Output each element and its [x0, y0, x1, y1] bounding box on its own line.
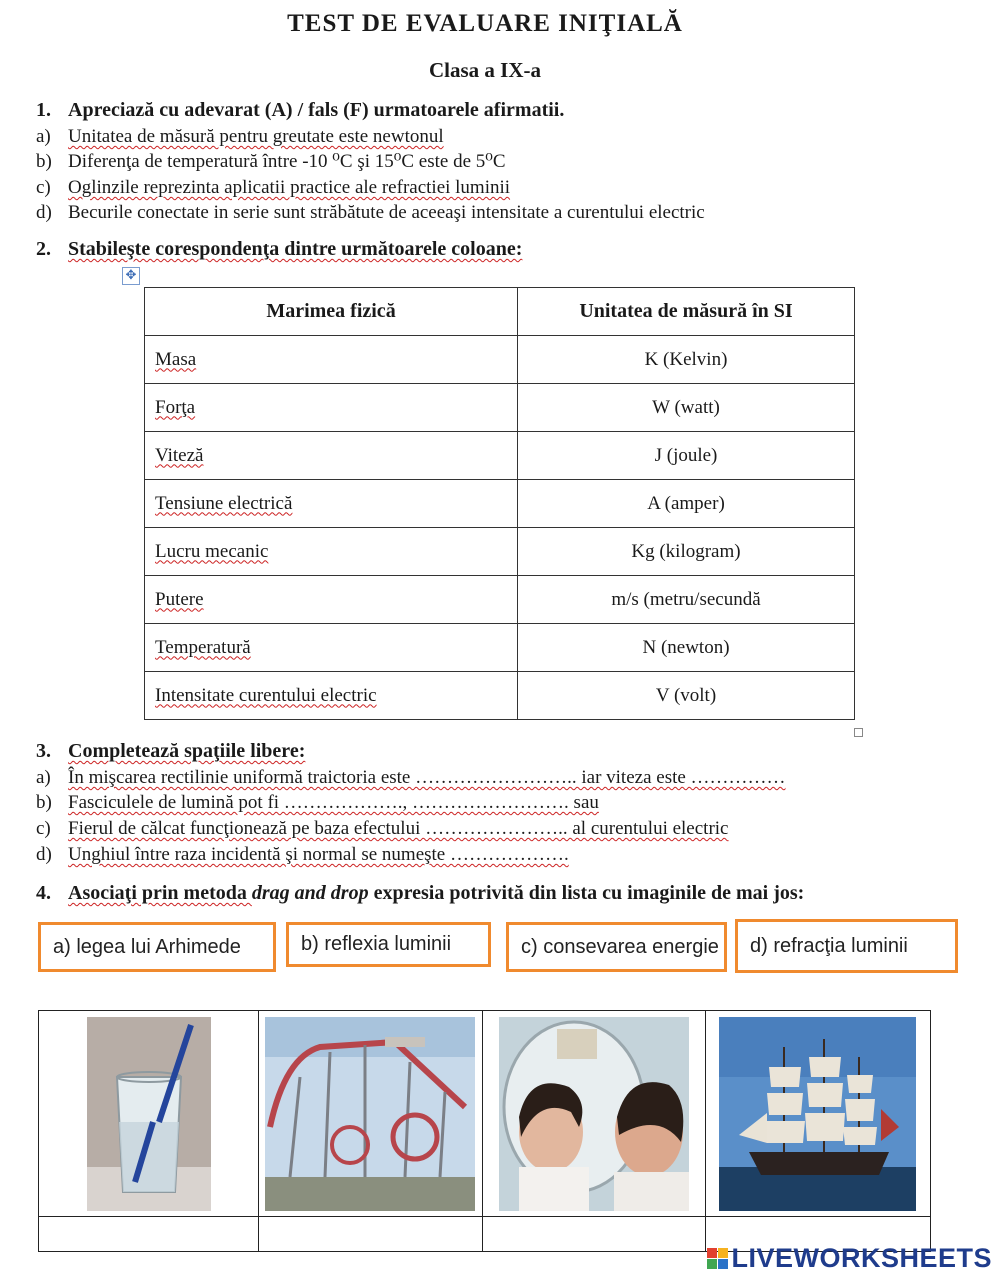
image-cell — [705, 1011, 930, 1217]
unit-cell: J (joule) — [518, 432, 855, 480]
roller-coaster-image — [265, 1017, 475, 1211]
drop-zone-1[interactable] — [39, 1217, 259, 1252]
q1-item-b: b) Diferenţa de temperatură între -10 ⁰C şi 15⁰C este de 5⁰C — [36, 151, 506, 172]
drop-zone-3[interactable] — [482, 1217, 705, 1252]
drop-zone-2[interactable] — [259, 1217, 483, 1252]
table-header-row — [145, 288, 855, 336]
table-row — [145, 672, 855, 720]
unit-cell: V (volt) — [518, 672, 855, 720]
q1-item-c: c) Oglinzile reprezinta aplicatii practice ale refractiei luminii — [36, 177, 511, 198]
drag-option-d[interactable]: d) refracţia luminii — [735, 919, 958, 973]
table-row — [145, 432, 855, 480]
quantity-cell: Lucru mecanic — [145, 528, 518, 576]
q3-item-b: b) Fasciculele de lumină pot fi ………………., ……………………. sau — [36, 792, 599, 813]
table-move-handle-icon[interactable]: ✥ — [122, 267, 140, 285]
question-2-heading: 2. Stabileşte corespondenţa dintre următoarele coloane: — [36, 238, 523, 260]
unit-cell: Kg (kilogram) — [518, 528, 855, 576]
logo-text: LIVEWORKSHEETS — [731, 1243, 992, 1273]
logo-mark-icon — [707, 1248, 728, 1269]
unit-cell: A (amper) — [518, 480, 855, 528]
unit-cell: W (watt) — [518, 384, 855, 432]
quantity-cell: Intensitate curentului electric — [145, 672, 518, 720]
image-match-table — [38, 1010, 931, 1252]
question-4-heading: 4. Asociaţi prin metoda drag and drop expresia potrivită din lista cu imaginile de mai jos: — [36, 882, 805, 904]
image-cell — [259, 1011, 483, 1217]
quantity-cell: Putere — [145, 576, 518, 624]
q3-item-d: d) Unghiul între raza incidentă şi normal se numeşte ………………. — [36, 844, 569, 865]
drag-option-c[interactable]: c) consevarea energie — [506, 922, 727, 972]
question-3-heading: 3. Completează spaţiile libere: — [36, 740, 306, 762]
quantity-cell: Masa — [145, 336, 518, 384]
unit-cell: m/s (metru/secundă — [518, 576, 855, 624]
sailing-ship-image — [719, 1017, 916, 1211]
q3-item-c: c) Fierul de călcat funcţionează pe baza efectului ………………….. al curentului electric — [36, 818, 729, 839]
table-row — [145, 480, 855, 528]
quantity-cell: Forţa — [145, 384, 518, 432]
question-number: 1. — [36, 99, 51, 121]
table-row — [145, 528, 855, 576]
liveworksheets-logo — [707, 1243, 992, 1274]
unit-cell: N (newton) — [518, 624, 855, 672]
table-row — [145, 576, 855, 624]
glass-with-straw-image — [87, 1017, 211, 1211]
page-title: TEST DE EVALUARE INIŢIALĂ — [287, 10, 683, 37]
table-row — [145, 624, 855, 672]
column-header: Marimea fizică — [145, 288, 518, 336]
image-row — [39, 1011, 931, 1217]
correspondence-table — [144, 287, 855, 720]
quantity-cell: Viteză — [145, 432, 518, 480]
q1-item-d: d) Becurile conectate in serie sunt străbătute de aceeaşi intensitate a curentului electric — [36, 202, 705, 223]
page-subtitle: Clasa a IX-a — [428, 58, 541, 82]
column-header: Unitatea de măsură în SI — [518, 288, 855, 336]
question-text: Apreciază cu adevarat (A) / fals (F) urmatoarele afirmatii. — [68, 99, 565, 121]
question-1-heading — [36, 99, 564, 122]
table-row — [145, 384, 855, 432]
q3-item-a: a) În mişcarea rectilinie uniformă traictoria este …………………….. iar viteza este …………… — [36, 767, 786, 788]
drag-option-a[interactable]: a) legea lui Arhimede — [38, 922, 276, 972]
mirror-reflection-image — [499, 1017, 689, 1211]
quantity-cell: Tensiune electrică — [145, 480, 518, 528]
table-row — [145, 336, 855, 384]
image-cell — [39, 1011, 259, 1217]
unit-cell: K (Kelvin) — [518, 336, 855, 384]
q1-item-a: a) Unitatea de măsură pentru greutate este newtonul — [36, 126, 444, 147]
drag-option-b[interactable]: b) reflexia luminii — [286, 922, 491, 967]
image-cell — [482, 1011, 705, 1217]
quantity-cell: Temperatură — [145, 624, 518, 672]
table-resize-handle[interactable] — [854, 728, 863, 737]
